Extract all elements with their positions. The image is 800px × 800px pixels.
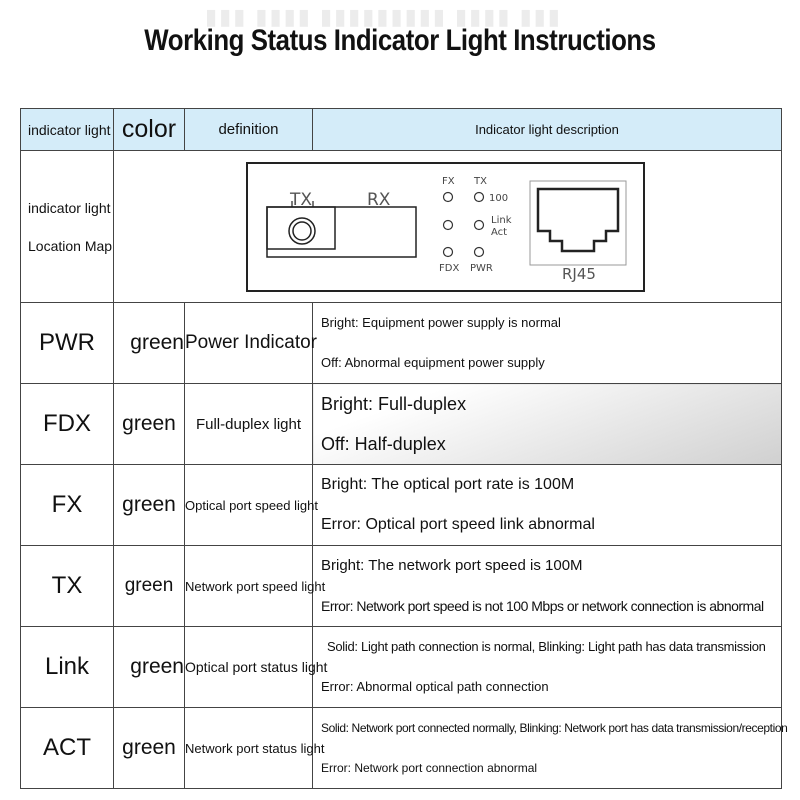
indicator-definition: Full-duplex light [185, 384, 313, 465]
fiber-tx-label: TX [290, 190, 313, 210]
indicator-color: green [114, 627, 185, 708]
description-line-2: Error: Network port connection abnormal [321, 761, 538, 775]
indicator-name: ACT [21, 708, 114, 789]
table-row-fx [21, 465, 782, 546]
led-tx-label: TX [474, 176, 487, 187]
table-row-act [21, 708, 782, 789]
indicator-definition: Optical port status light [185, 627, 313, 708]
indicator-description [313, 708, 788, 789]
description-line-2: Error: Network port speed is not 100 Mbps or network connection is abnormal [321, 598, 764, 614]
led-pwr-label: PWR [470, 263, 493, 274]
description-line-1: Bright: Full-duplex [321, 394, 467, 414]
led-fx-label: FX [442, 176, 455, 187]
table-header-row [21, 109, 782, 151]
description-line-1: Bright: Equipment power supply is normal [321, 315, 561, 330]
description-line-1: Solid: Network port connected normally, Blinking: Network port has data transmission/reception [321, 721, 788, 735]
indicator-description [313, 627, 782, 708]
rj45-label: RJ45 [562, 265, 596, 283]
indicator-description [313, 465, 782, 546]
faded-background-text: ▮▮▮ ▮▮▮▮ ▮▮▮▮▮▮▮▮▮ ▮▮▮▮ ▮▮▮ [205, 4, 562, 29]
led-fdx-label: FDX [439, 263, 460, 274]
indicator-color: green [114, 708, 185, 789]
description-line-2: Error: Abnormal optical path connection [321, 679, 549, 694]
indicator-name: Link [21, 627, 114, 708]
location-map-label-line2: Location Map [28, 237, 113, 254]
indicator-description [313, 546, 782, 627]
description-line-1: Solid: Light path connection is normal, Blinking: Light path has data transmission [327, 639, 766, 654]
led-link-label: Link [491, 215, 512, 226]
indicator-name: TX [21, 546, 114, 627]
indicator-definition: Power Indicator [185, 303, 313, 384]
description-line-2: Error: Optical port speed link abnormal [321, 516, 595, 533]
device-front-panel-diagram [114, 151, 781, 302]
location-map-cell [114, 151, 782, 303]
indicator-definition: Network port speed light [185, 546, 313, 627]
header-color: color [114, 109, 185, 151]
indicator-name: FX [21, 465, 114, 546]
fiber-rx-label: RX [367, 190, 391, 210]
location-map-label-line1: indicator light [28, 199, 111, 216]
indicator-name: PWR [21, 303, 114, 384]
indicator-description [313, 384, 782, 465]
location-map-label [21, 151, 114, 303]
table-row-tx [21, 546, 782, 627]
table-row-pwr [21, 303, 782, 384]
indicator-description [313, 303, 782, 384]
led-act-label: Act [491, 227, 508, 238]
indicator-color: green [114, 384, 185, 465]
description-line-2: Off: Half-duplex [321, 434, 446, 454]
indicator-color: green [114, 303, 185, 384]
description-line-2: Off: Abnormal equipment power supply [321, 355, 545, 370]
indicator-table [20, 108, 788, 789]
description-line-1: Bright: The optical port rate is 100M [321, 476, 575, 493]
indicator-name: FDX [21, 384, 114, 465]
header-description: Indicator light description [313, 109, 782, 151]
indicator-definition: Network port status light [185, 708, 313, 789]
description-line-1: Bright: The network port speed is 100M [321, 557, 583, 574]
indicator-definition: Optical port speed light [185, 465, 313, 546]
table-row-link [21, 627, 782, 708]
indicator-color: green [114, 546, 185, 627]
page-title: Working Status Indicator Light Instructions [144, 24, 656, 57]
header-indicator-light: indicator light [21, 109, 114, 151]
led-100-label: 100 [489, 193, 509, 204]
table-row-fdx [21, 384, 782, 465]
indicator-color: green [114, 465, 185, 546]
location-map-row [21, 151, 782, 303]
header-definition: definition [185, 109, 313, 151]
